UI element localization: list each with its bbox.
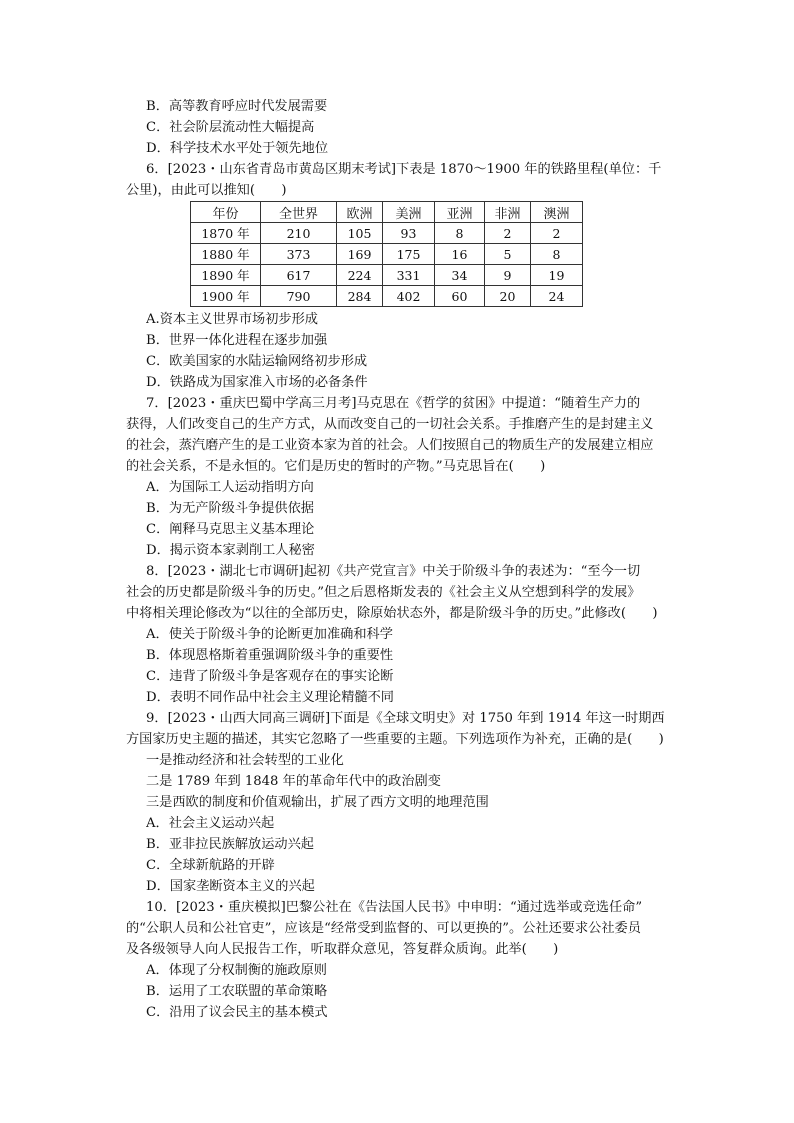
table-cell: 373 xyxy=(261,244,337,265)
option-line: D．表明不同作品中社会主义理论精髓不同 xyxy=(146,690,394,705)
question-6-stem-cont: 公里)，由此可以推知( ) xyxy=(126,183,287,198)
option-line: C．违背了阶级斗争是客观存在的事实论断 xyxy=(146,669,394,684)
table-cell: 175 xyxy=(383,244,435,265)
table-cell: 20 xyxy=(485,286,531,307)
table-cell: 402 xyxy=(383,286,435,307)
table-cell: 1890 年 xyxy=(191,265,261,286)
table-cell: 9 xyxy=(485,265,531,286)
table-cell: 284 xyxy=(337,286,383,307)
option-line: B．体现恩格斯着重强调阶级斗争的重要性 xyxy=(146,648,394,663)
table-cell: 8 xyxy=(435,223,485,244)
table-cell: 19 xyxy=(531,265,583,286)
table-row xyxy=(191,244,583,265)
table-header-cell: 澳洲 xyxy=(531,202,583,223)
table-cell: 617 xyxy=(261,265,337,286)
question-8-stem: 8．[2023・湖北七市调研]起初《共产党宣言》中关于阶级斗争的表述为：“至今一切 xyxy=(146,564,641,579)
table-cell: 24 xyxy=(531,286,583,307)
table-header-cell: 年份 xyxy=(191,202,261,223)
option-line: D．揭示资本家剥削工人秘密 xyxy=(146,543,315,558)
option-line: B．亚非拉民族解放运动兴起 xyxy=(146,837,314,852)
question-10-stem-cont: 及各级领导人向人民报告工作，听取群众意见，答复群众质询。此举( ) xyxy=(126,942,559,957)
option-line: C．沿用了议会民主的基本模式 xyxy=(146,1005,328,1020)
table-cell: 331 xyxy=(383,265,435,286)
table-header-cell: 非洲 xyxy=(485,202,531,223)
table-cell: 1870 年 xyxy=(191,223,261,244)
question-6-stem: 6．[2023・山东省青岛市黄岛区期末考试]下表是 1870～1900 年的铁路里程(单位：千 xyxy=(146,162,662,177)
table-cell: 1900 年 xyxy=(191,286,261,307)
option-line: D．科学技术水平处于领先地位 xyxy=(146,141,329,156)
table-header-row xyxy=(191,202,583,223)
table-cell: 8 xyxy=(531,244,583,265)
question-9-point: 二是 1789 年到 1848 年的革命年代中的政治剧变 xyxy=(146,774,441,789)
table-cell: 5 xyxy=(485,244,531,265)
question-9-point: 三是西欧的制度和价值观输出，扩展了西方文明的地理范围 xyxy=(146,795,489,810)
table-cell: 93 xyxy=(383,223,435,244)
option-line: A.资本主义世界市场初步形成 xyxy=(146,312,318,327)
table-cell: 210 xyxy=(261,223,337,244)
option-line: A．使关于阶级斗争的论断更加准确和科学 xyxy=(146,627,393,642)
table-row xyxy=(191,223,583,244)
question-7-stem-cont: 的社会关系，不是永恒的。它们是历史的暂时的产物。”马克思旨在( ) xyxy=(126,459,546,474)
question-10-stem-cont: 的“公职人员和公社官吏”，应该是“经常受到监督的、可以更换的”。公社还要求公社委员 xyxy=(126,921,641,936)
table-cell: 34 xyxy=(435,265,485,286)
table-header-cell: 亚洲 xyxy=(435,202,485,223)
question-7-stem-cont: 获得，人们改变自己的生产方式，从而改变自己的一切社会关系。手推磨产生的是封建主义 xyxy=(126,417,654,432)
table-cell: 105 xyxy=(337,223,383,244)
question-9-point: 一是推动经济和社会转型的工业化 xyxy=(146,753,344,768)
option-line: B．高等教育呼应时代发展需要 xyxy=(146,99,328,114)
table-header-cell: 全世界 xyxy=(261,202,337,223)
question-9-stem: 9．[2023・山西大同高三调研]下面是《全球文明史》对 1750 年到 1914 年这一时期西 xyxy=(146,711,665,726)
question-8-stem-cont: 中将相关理论修改为“以往的全部历史，除原始状态外，都是阶级斗争的历史。”此修改( ) xyxy=(126,606,658,621)
table-cell: 169 xyxy=(337,244,383,265)
table-header-cell: 欧洲 xyxy=(337,202,383,223)
table-header-cell: 美洲 xyxy=(383,202,435,223)
option-line: D．国家垄断资本主义的兴起 xyxy=(146,879,315,894)
table-cell: 2 xyxy=(531,223,583,244)
option-line: C．阐释马克思主义基本理论 xyxy=(146,522,315,537)
option-line: B．世界一体化进程在逐步加强 xyxy=(146,333,328,348)
option-line: C．全球新航路的开辟 xyxy=(146,858,275,873)
option-line: B．为无产阶级斗争提供依据 xyxy=(146,501,314,516)
option-line: A．社会主义运动兴起 xyxy=(146,816,275,831)
option-line: D．铁路成为国家准入市场的必备条件 xyxy=(146,375,368,390)
railway-mileage-table xyxy=(190,201,583,307)
option-line: A．为国际工人运动指明方向 xyxy=(146,480,314,495)
table-cell: 224 xyxy=(337,265,383,286)
table-row xyxy=(191,286,583,307)
table-cell: 790 xyxy=(261,286,337,307)
option-line: C．社会阶层流动性大幅提高 xyxy=(146,120,315,135)
table-cell: 16 xyxy=(435,244,485,265)
option-line: B．运用了工农联盟的革命策略 xyxy=(146,984,328,999)
question-7-stem-cont: 的社会，蒸汽磨产生的是工业资本家为首的社会。人们按照自己的物质生产的发展建立相应 xyxy=(126,438,654,453)
table-cell: 1880 年 xyxy=(191,244,261,265)
question-10-stem: 10．[2023・重庆模拟]巴黎公社在《告法国人民书》中申明：“通过选举或竞选任命” xyxy=(146,900,643,915)
option-line: A．体现了分权制衡的施政原则 xyxy=(146,963,327,978)
table-cell: 2 xyxy=(485,223,531,244)
table-cell: 60 xyxy=(435,286,485,307)
question-7-stem: 7．[2023・重庆巴蜀中学高三月考]马克思在《哲学的贫困》中提道：“随着生产力的 xyxy=(146,396,641,411)
option-line: C．欧美国家的水陆运输网络初步形成 xyxy=(146,354,368,369)
question-9-stem-cont: 方国家历史主题的描述，其实它忽略了一些重要的主题。下列选项作为补充，正确的是( ) xyxy=(126,732,664,747)
table-row xyxy=(191,265,583,286)
question-8-stem-cont: 社会的历史都是阶级斗争的历史。”但之后恩格斯发表的《社会主义从空想到科学的发展》 xyxy=(126,585,641,600)
